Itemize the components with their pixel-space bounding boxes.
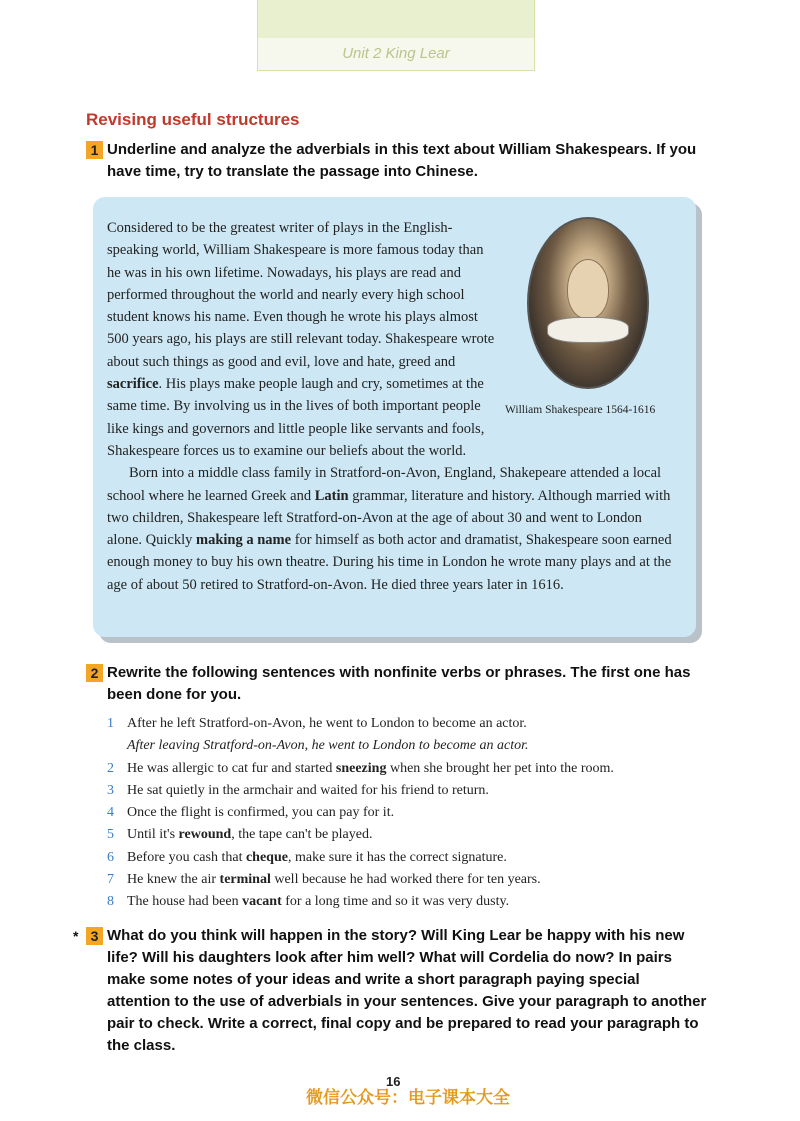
keyword: sacrifice bbox=[107, 376, 159, 393]
list-item: 3 He sat quietly in the armchair and waited for his friend to return. bbox=[107, 782, 489, 798]
list-item: 5 Until it's rewound, the tape can't be played. bbox=[107, 827, 373, 843]
shakespeare-portrait bbox=[527, 217, 649, 389]
question-number-badge: 2 bbox=[86, 664, 103, 682]
question-2-text: Rewrite the following sentences with nonfinite verbs or phrases. The first one has been done for you. bbox=[107, 664, 691, 703]
list-item: 1 After he left Stratford-on-Avon, he went to London to become an actor. bbox=[107, 716, 527, 731]
sentence-list bbox=[107, 713, 707, 914]
header-decoration bbox=[257, 0, 535, 39]
list-item: 2 He was allergic to cat fur and started sneezing when she brought her pet into the room. bbox=[107, 760, 614, 776]
keyword: making a name bbox=[196, 532, 292, 549]
page-number: 16 bbox=[386, 1074, 401, 1089]
example-answer: After leaving Stratford-on-Avon, he went to London to become an actor. bbox=[127, 738, 529, 754]
portrait-figure bbox=[503, 217, 677, 439]
portrait-face bbox=[567, 259, 609, 319]
unit-header bbox=[257, 38, 535, 71]
question-number-badge: 1 bbox=[86, 141, 103, 159]
question-3 bbox=[73, 925, 707, 1057]
passage-paragraph-2: Born into a middle class family in Stratford-on-Avon, England, Shakepeare attended a local school where he learned Greek and Latin grammar, literature and history. Although married with two children, Shakespeare left Stratford-on-Avon at the age of about 30 and went to London alone. Quickly making a name for himself as both actor and dramatist, Shakespeare soon earned enough money to buy his own theatre. During his time in London he wrote many plays and at the age of about 50 retired to Stratford-on-Avon. He died three years later in 1616. bbox=[107, 465, 672, 593]
list-item: 8 The house had been vacant for a long time and so it was very dusty. bbox=[107, 894, 510, 910]
portrait-caption: William Shakespeare 1564-1616 bbox=[505, 404, 656, 416]
passage-text bbox=[107, 217, 677, 596]
question-number-badge: 3 bbox=[86, 927, 103, 945]
question-3-text: What do you think will happen in the story? Will King Lear be happy with his new life? Will his daughters look after him well? What will Cordelia do now? In pairs make some notes of your ideas and write a short paragraph paying special attention to the use of adverbials in your sentences. Give your paragraph to another pair to check. Write a correct, final copy and be prepared to read your paragraph to the class. bbox=[107, 927, 707, 1054]
passage-paragraph-1: Considered to be the greatest writer of plays in the English-speaking world, William Shakespeare is more famous today than he was in his own lifetime. Nowadays, his plays are read and performed throughout the world and nearly every high school student knows his name. Even though he wrote his plays almost 500 years ago, his plays are still relevant today. Shakespeare wrote about such things as good and evil, love and hate, greed and sacrifice. His plays make people laugh and cry, sometimes at the same time. By involving us in the lives of both important people like kings and governors and little people like servants and fools, Shakespeare forces us to examine our beliefs about the world. bbox=[107, 220, 495, 459]
question-1-text: Underline and analyze the adverbials in this text about William Shakespears. If you have time, try to translate the passage into Chinese. bbox=[107, 141, 697, 180]
list-item: 7 He knew the air terminal well because he had worked there for ten years. bbox=[107, 872, 541, 888]
watermark-text: 微信公众号：电子课本大全 bbox=[306, 1088, 510, 1108]
question-2 bbox=[86, 662, 707, 706]
keyword: Latin bbox=[314, 487, 349, 504]
question-1 bbox=[86, 139, 707, 183]
list-item: 6 Before you cash that cheque, make sure it has the correct signature. bbox=[107, 849, 507, 865]
passage-panel bbox=[93, 197, 696, 637]
unit-label: Unit 2 King Lear bbox=[342, 45, 450, 62]
section-title: Revising useful structures bbox=[86, 110, 300, 129]
optional-star: * bbox=[73, 928, 79, 944]
list-item: 4 Once the flight is confirmed, you can pay for it. bbox=[107, 805, 395, 821]
portrait-collar bbox=[547, 317, 629, 343]
